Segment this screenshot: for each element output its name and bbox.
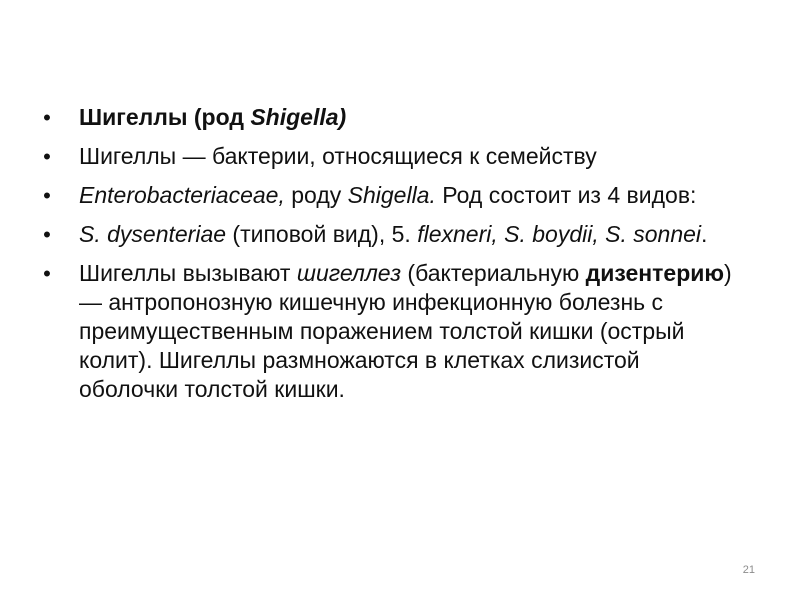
bullet-text [79, 143, 597, 169]
text-run: (бактериальную [401, 260, 586, 286]
text-run: S. dysenteriae [79, 221, 227, 247]
text-run: шигеллез [296, 260, 402, 286]
bullet-text [79, 182, 696, 208]
text-run: Шигеллы (род [79, 104, 251, 130]
text-run: flexneri, S. boydii, S. sonnei [417, 221, 702, 247]
text-run: роду [284, 182, 348, 208]
text-run: Шигеллы вызывают [79, 260, 297, 286]
bullet-item [40, 181, 740, 210]
text-run: дизентерию [585, 260, 725, 286]
text-run: . [701, 221, 708, 247]
text-run: Shigella) [250, 104, 347, 130]
bullet-text [79, 260, 732, 402]
text-run: Шигеллы — бактерии, относящиеся к семейству [79, 143, 597, 169]
bullet-text [79, 104, 346, 130]
bullet-dot-icon: • [43, 144, 51, 169]
bullet-item [40, 103, 740, 132]
text-run: ) — антропонозную кишечную инфекционную болезнь с преимущественным поражением толстой кишки (острый колит). Шигеллы размножаются в клетках слизистой оболочки толстой кишки. [79, 260, 732, 402]
bullet-item [40, 259, 740, 404]
slide-number: 21 [742, 564, 755, 576]
bullet-text [79, 221, 707, 247]
slide-content [40, 103, 740, 414]
text-run: (типовой вид), 5. [226, 221, 418, 247]
bullet-dot-icon: • [43, 105, 51, 130]
text-run: Shigella. [347, 182, 436, 208]
text-run: Род состоит из 4 видов: [435, 182, 697, 208]
text-run: Enterobacteriaceae, [79, 182, 285, 208]
bullet-list [40, 103, 740, 404]
bullet-dot-icon: • [43, 261, 51, 286]
bullet-dot-icon: • [43, 183, 51, 208]
bullet-item [40, 142, 740, 171]
bullet-dot-icon: • [43, 222, 51, 247]
bullet-item [40, 220, 740, 249]
